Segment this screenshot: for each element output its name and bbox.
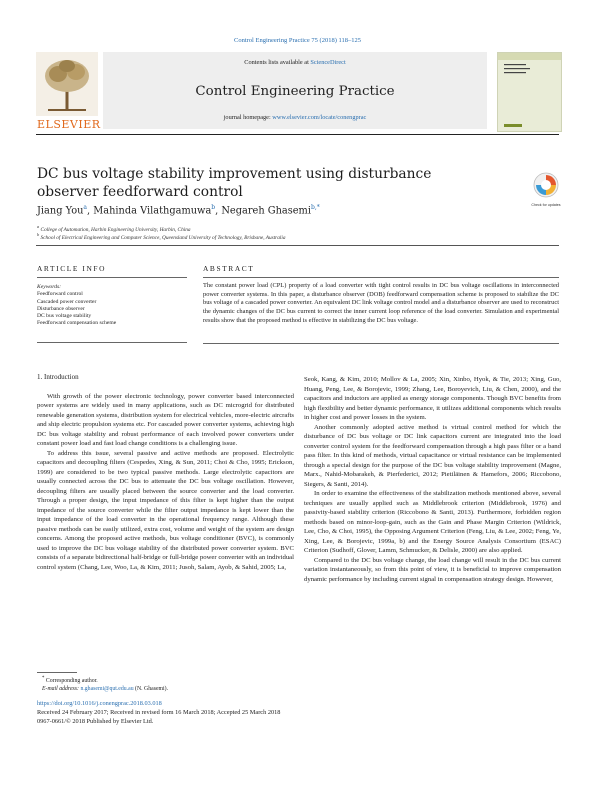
contents-prefix: Contents lists available at [244,59,311,66]
keywords-label: Keywords: [37,284,62,290]
article-title: DC bus voltage stability improvement using disturbance observer feedforward control [37,166,432,200]
body-right-column [304,375,561,584]
email-link[interactable]: n.ghasemi@qut.edu.au [80,686,134,693]
affiliation-mark: a [37,224,40,229]
author-aff-mark[interactable]: b [211,204,216,211]
journal-title: Control Engineering Practice [195,84,395,99]
keyword-item: DC bus voltage stability [37,313,92,320]
homepage-prefix: journal homepage: [223,114,273,121]
journal-cover-thumbnail[interactable] [497,52,562,132]
header-rule [36,134,559,135]
elsevier-wordmark: ELSEVIER [37,118,101,131]
footnote [42,675,168,694]
corresponding-author-note: Corresponding author. [45,677,98,684]
body-paragraph: With growth of the power electronic technology, power converter based interconnected power systems are widely used in many applications, such as DC microgrid for distributed renewable generation systems, distribution system for electrical vehicles, more-electric aircrafts and ship electric propulsion systems etc. For cascaded power converter systems, achieving high DC bus voltage stability and robust performance of each involved power converters under constant power load and fast load change conditions is a challenging issue. [37,392,294,447]
footnote-mark: * [42,676,45,681]
keywords-block [37,284,187,328]
cover-band [498,53,561,60]
cover-title [504,64,534,79]
abstract-rule [203,277,559,278]
section-heading: 1. Introduction [37,373,79,381]
check-for-updates-button[interactable] [530,172,562,212]
footnote-rule [37,672,77,673]
doi-link[interactable]: https://doi.org/10.1016/j.conengprac.2018.03.018 [37,700,162,707]
article-info-rule [37,277,187,278]
email-suffix: (N. Ghasemi). [133,686,169,693]
crossmark-icon [533,172,559,198]
keyword-item: Feedforward control [37,291,83,298]
sciencedirect-link[interactable]: ScienceDirect [310,59,346,66]
abstract-text: The constant power load (CPL) property of a load converter with tight control results in DC bus voltage oscillations in interconnected power converter systems. In this paper, a disturbance observer (DOB) feedforward compensation scheme is proposed to stabilize the DC bus voltage of a cascaded power converter. An equivalent DC link voltage control model and a disturbance observer are used to reconstruct the dynamic changes of the DC bus current to correct the inner current loop reference of the load converter. Simulation and experimental results show that the proposed method is effective in stabilizing the DC bus voltage. [203,282,559,324]
homepage-link[interactable]: www.elsevier.com/locate/conengprac [272,114,367,121]
abstract-heading: ABSTRACT [203,264,255,273]
abstract-bottom-rule [203,343,559,344]
author-aff-mark[interactable]: a [83,204,87,211]
issn-copyright: 0967-0661/© 2018 Published by Elsevier Ltd. [37,717,154,725]
body-paragraph: In order to examine the effectiveness of the stabilization methods mentioned above, several techniques are usually applied such as Middlebrook criterion (Middlebrook, 1976) and passivity-based stability criterion (Riccobono & Santi, 2013). Furthermore, forbidden region methods based on minor-loop-gain, such as the Gain and Phase Margin Criterion (Wildrick, Lee, Cho, & Choi, 1995), the Opposing Argument Criterion (Feng, Liu, & Lee, 2002; Feng, Ye, Xing, Lee, & Borojevic, 1999a, b) and the Energy Source Analysis Consortium (ESAC) Criterion (Sudhoff, Glover, Lamm, Schmucker, & Delisle, 2000) are also applied. [304,490,561,554]
author-name[interactable]: Negareh Ghasemi [221,205,311,217]
author-aff-mark[interactable]: b,* [310,204,320,211]
body-paragraph: Seok, Kang, & Kim, 2010; Mollov & La, 2005; Xin, Xinbo, Hyok, & Tie, 2013; Xing, Guo, Huang, Peng, Lee, & Borojevic, 1999; Zhang, Lee, Boroyevich, Liu, & Chen, 2000), and the capacitors and inductors are applied as energy storage components. Though BVC benefits from high flexibility and better dynamic performance, it utilizes additional components which results in higher cost and power losses in the system. [304,376,561,421]
body-left-column [37,373,294,572]
author-list: Jiang You$^a$, Mahinda Vilathgamuwa$^b$, Negareh Ghasemi$^{b,*}$ [37,204,320,217]
author-name[interactable]: Jiang You [37,205,84,217]
contents-line [103,59,487,66]
article-info-bottom-rule [37,342,187,343]
received-dates: Received 24 February 2017; Received in revised form 16 March 2018; Accepted 25 March 2018 [37,708,281,716]
body-paragraph: Another commonly adopted active method is virtual control method for which the disturbance of DC bus voltage or DC link capacitors current are integrated into the load converter control system for the feedforward compensation through a high pass filter or a band pass filter. In this kind of methods, virtual capacitance or virtual resistance can be implemented through a special design for the purpose of the DC bus voltage stability improvement (Magne, Marx., Nahid-Mobarakeh, & Pierfederici, 2012; Pietiläinen & Hamefors, 2006; Riccobono, Siegers, & Santi, 2014). [304,423,561,488]
title-rule [36,245,559,246]
article-info-heading: ARTICLE INFO [37,264,107,273]
keyword-item: Disturbance observer [37,305,85,312]
doi-block [37,700,280,726]
keyword-item: Cascaded power converter [37,298,97,305]
affiliation-text: School of Electrical Engineering and Computer Science, Queensland University of Technology, Brisbane, Australia [40,234,286,241]
email-label: E-mail address: [42,686,79,693]
crossmark-label: Check for updates [531,203,561,207]
journal-reference[interactable]: Control Engineering Practice 75 (2018) 118–125 [233,37,362,44]
body-paragraph: Compared to the DC bus voltage change, the load change will result in the DC bus current variation instantaneously, so from this point of view, it is beneficial to improve compensation dynamic performance by including current signal in compensation strategy design. However, [304,556,561,583]
cover-footer-mark [504,124,522,127]
elsevier-tree-logo [36,52,98,120]
affiliation-mark: b [37,232,40,237]
affiliation-text: College of Automation, Harbin Engineering University, Harbin, China [40,226,191,233]
author-name[interactable]: Mahinda Vilathgamuwa [93,205,212,217]
affiliation-b [37,232,285,241]
keyword-item: Feedforward compensation scheme [37,320,117,327]
homepage-line [103,114,487,121]
body-paragraph: To address this issue, several passive and active methods are proposed. Electrolytic capacitors and decoupling filters (Cespedes, Xing, & Sun, 2011; Choi & Cho, 1995; Erickson, 1999) are considered to be two typical passive methods. Large electrolytic capacitors are usually connected across the DC bus to attenuate the DC bus voltage oscillation. However, decoupling filters are usually placed between the source converter and the load converter. Through a proper design, the input impedance of this filter is kept higher than the output impedance of the source converter while the filter output impedance is kept lower than the input impedance of the load converter in the operational frequency range. Although these passive methods can be easily utilized, extra cost, volume and weight of the system are design concerns. Among the proposed active methods, bus voltage conditioner (BVC), is commonly used to improve the DC bus voltage stability of the distributed power converter system. BVC consists of a separate bidirectional half-bridge or full-bridge power converter with an individual control system (Chang, Lee, Woo, La, & Kim, 2011; Jusoh, Salam, Ayob, & Sahid, 2005; La, [37,449,294,571]
